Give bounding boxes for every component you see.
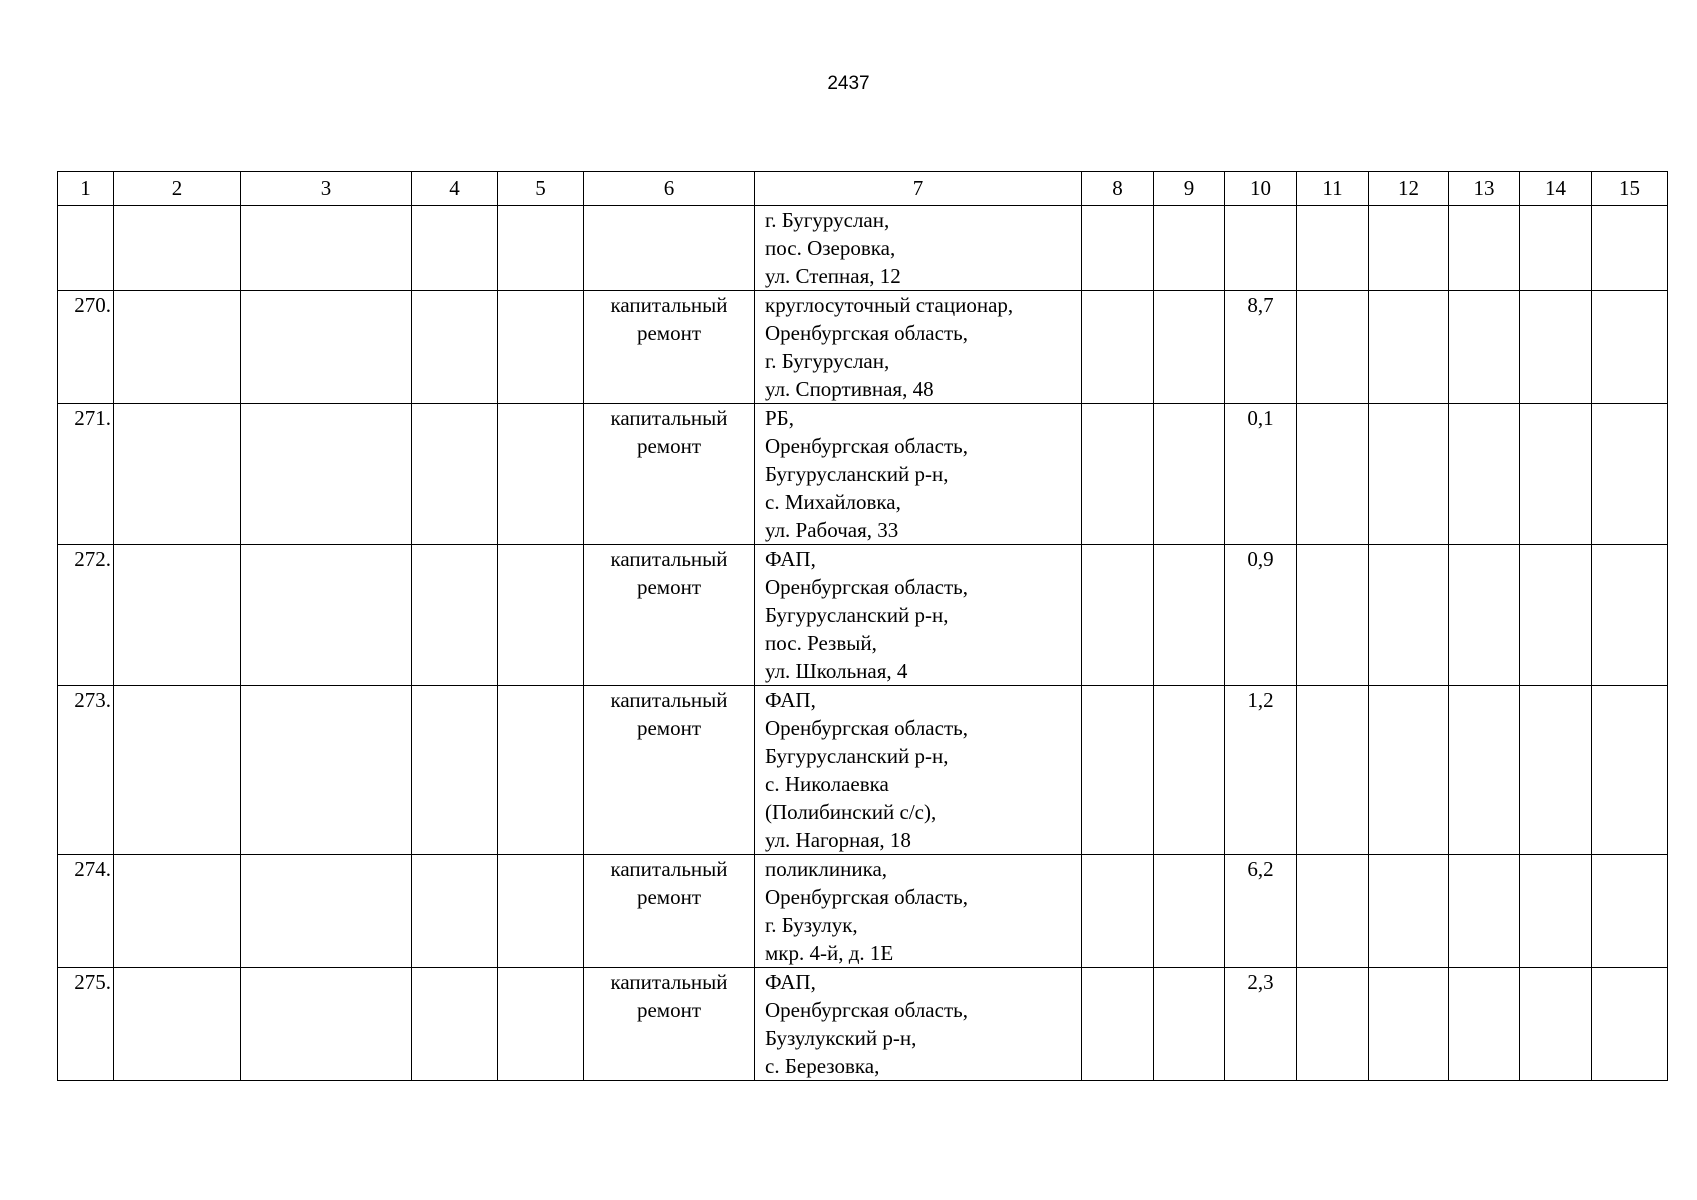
row-number-cell: 275.	[58, 968, 114, 1081]
work-type-line: ремонт	[636, 575, 702, 599]
empty-cell	[1520, 404, 1592, 545]
address-line: РБ,	[765, 406, 794, 430]
empty-cell	[1369, 855, 1449, 968]
empty-cell	[412, 968, 498, 1081]
address-line: ул. Школьная, 4	[765, 659, 908, 683]
empty-cell	[1154, 855, 1225, 968]
empty-cell	[1520, 545, 1592, 686]
column-header: 9	[1154, 172, 1225, 206]
address-line: пос. Озеровка,	[765, 236, 896, 260]
row-number-cell: 273.	[58, 686, 114, 855]
empty-cell	[1082, 291, 1154, 404]
empty-cell	[1520, 291, 1592, 404]
column-header: 12	[1369, 172, 1449, 206]
header-row	[58, 172, 1668, 206]
work-type-line: ремонт	[636, 998, 702, 1022]
empty-cell	[1154, 206, 1225, 291]
address-line: Оренбургская область,	[765, 716, 968, 740]
work-type-cell	[584, 545, 755, 686]
empty-cell	[1520, 686, 1592, 855]
empty-cell	[1297, 855, 1369, 968]
empty-cell	[1449, 968, 1520, 1081]
empty-cell	[412, 404, 498, 545]
address-line: Бугурусланский р-н,	[765, 462, 949, 486]
empty-cell	[498, 206, 584, 291]
empty-cell	[1297, 206, 1369, 291]
work-type-line: ремонт	[636, 321, 702, 345]
work-type-line: капитальный	[610, 293, 728, 317]
empty-cell	[498, 545, 584, 686]
object-address-cell	[755, 968, 1082, 1081]
empty-cell	[1082, 686, 1154, 855]
column-header: 8	[1082, 172, 1154, 206]
empty-cell	[1082, 404, 1154, 545]
value-cell: 8,7	[1225, 291, 1297, 404]
address-line: Оренбургская область,	[765, 321, 968, 345]
empty-cell	[1369, 404, 1449, 545]
table-row	[58, 686, 1668, 855]
table-row	[58, 291, 1668, 404]
address-line: Бузулукский р-н,	[765, 1026, 917, 1050]
empty-cell	[241, 686, 412, 855]
empty-cell	[241, 545, 412, 686]
empty-cell	[498, 855, 584, 968]
empty-cell	[498, 291, 584, 404]
object-address-cell	[755, 404, 1082, 545]
work-type-cell	[584, 686, 755, 855]
column-header: 4	[412, 172, 498, 206]
empty-cell	[1520, 968, 1592, 1081]
empty-cell	[412, 686, 498, 855]
row-number-cell: 274.	[58, 855, 114, 968]
work-type-line: ремонт	[636, 885, 702, 909]
empty-cell	[1592, 968, 1668, 1081]
column-header: 2	[114, 172, 241, 206]
empty-cell	[1082, 206, 1154, 291]
empty-cell	[412, 291, 498, 404]
empty-cell	[1592, 291, 1668, 404]
table-row	[58, 206, 1668, 291]
table-row	[58, 968, 1668, 1081]
address-line: Оренбургская область,	[765, 998, 968, 1022]
table-row	[58, 855, 1668, 968]
empty-cell	[1449, 206, 1520, 291]
column-header: 15	[1592, 172, 1668, 206]
empty-cell	[1082, 855, 1154, 968]
column-header: 14	[1520, 172, 1592, 206]
empty-cell	[1154, 404, 1225, 545]
empty-cell	[1154, 545, 1225, 686]
empty-cell	[1369, 206, 1449, 291]
work-type-line: капитальный	[610, 406, 728, 430]
empty-cell	[1297, 968, 1369, 1081]
empty-cell	[114, 206, 241, 291]
address-line: г. Бугуруслан,	[765, 349, 890, 373]
work-type-cell	[584, 855, 755, 968]
work-type-cell	[584, 291, 755, 404]
empty-cell	[498, 968, 584, 1081]
empty-cell	[241, 206, 412, 291]
empty-cell	[498, 404, 584, 545]
empty-cell	[114, 545, 241, 686]
address-line: ул. Спортивная, 48	[765, 377, 934, 401]
column-header: 11	[1297, 172, 1369, 206]
address-line: ФАП,	[765, 547, 816, 571]
work-type-line: капитальный	[610, 857, 728, 881]
empty-cell	[114, 686, 241, 855]
address-line: Оренбургская область,	[765, 434, 968, 458]
data-table	[57, 171, 1668, 1081]
value-cell: 0,1	[1225, 404, 1297, 545]
empty-cell	[114, 968, 241, 1081]
empty-cell	[1369, 545, 1449, 686]
address-line: Бугурусланский р-н,	[765, 603, 949, 627]
address-line: круглосуточный стационар,	[765, 293, 1014, 317]
column-header: 5	[498, 172, 584, 206]
object-address-cell	[755, 545, 1082, 686]
address-line: ул. Рабочая, 33	[765, 518, 899, 542]
column-header: 1	[58, 172, 114, 206]
page-number: 2437	[827, 73, 870, 94]
row-number-cell: 271.	[58, 404, 114, 545]
address-line: (Полибинский с/с),	[765, 800, 937, 824]
empty-cell	[498, 686, 584, 855]
row-number-cell: 270.	[58, 291, 114, 404]
empty-cell	[1449, 404, 1520, 545]
address-line: ул. Нагорная, 18	[765, 828, 911, 852]
value-cell: 1,2	[1225, 686, 1297, 855]
empty-cell	[1592, 855, 1668, 968]
empty-cell	[1154, 291, 1225, 404]
address-line: пос. Резвый,	[765, 631, 877, 655]
work-type-cell	[584, 404, 755, 545]
row-number-cell	[58, 206, 114, 291]
empty-cell	[1449, 545, 1520, 686]
table-row	[58, 404, 1668, 545]
object-address-cell	[755, 206, 1082, 291]
empty-cell	[114, 404, 241, 545]
address-line: ФАП,	[765, 970, 816, 994]
value-cell: 2,3	[1225, 968, 1297, 1081]
empty-cell	[1449, 291, 1520, 404]
value-cell: 0,9	[1225, 545, 1297, 686]
empty-cell	[1297, 686, 1369, 855]
empty-cell	[1154, 686, 1225, 855]
address-line: мкр. 4-й, д. 1Е	[765, 941, 894, 965]
address-line: с. Михайловка,	[765, 490, 901, 514]
value-cell: 6,2	[1225, 855, 1297, 968]
empty-cell	[412, 855, 498, 968]
empty-cell	[114, 291, 241, 404]
value-cell	[1225, 206, 1297, 291]
address-line: ул. Степная, 12	[765, 264, 901, 288]
object-address-cell	[755, 686, 1082, 855]
empty-cell	[1520, 855, 1592, 968]
empty-cell	[1297, 291, 1369, 404]
empty-cell	[1369, 968, 1449, 1081]
work-type-cell	[584, 968, 755, 1081]
work-type-line: ремонт	[636, 716, 702, 740]
work-type-cell	[584, 206, 755, 291]
column-header: 13	[1449, 172, 1520, 206]
work-type-line: ремонт	[636, 434, 702, 458]
work-type-line: капитальный	[610, 547, 728, 571]
empty-cell	[1449, 855, 1520, 968]
table-row	[58, 545, 1668, 686]
empty-cell	[412, 545, 498, 686]
empty-cell	[1082, 545, 1154, 686]
address-line: Оренбургская область,	[765, 575, 968, 599]
empty-cell	[1520, 206, 1592, 291]
work-type-line: капитальный	[610, 970, 728, 994]
empty-cell	[1592, 404, 1668, 545]
column-header: 6	[584, 172, 755, 206]
empty-cell	[241, 855, 412, 968]
empty-cell	[412, 206, 498, 291]
empty-cell	[1592, 206, 1668, 291]
object-address-cell	[755, 855, 1082, 968]
empty-cell	[1082, 968, 1154, 1081]
row-number-cell: 272.	[58, 545, 114, 686]
address-line: ФАП,	[765, 688, 816, 712]
column-header: 7	[755, 172, 1082, 206]
column-header: 10	[1225, 172, 1297, 206]
empty-cell	[1592, 545, 1668, 686]
empty-cell	[241, 404, 412, 545]
address-line: Оренбургская область,	[765, 885, 968, 909]
address-line: с. Березовка,	[765, 1054, 880, 1078]
empty-cell	[1369, 686, 1449, 855]
work-type-line: капитальный	[610, 688, 728, 712]
object-address-cell	[755, 291, 1082, 404]
empty-cell	[114, 855, 241, 968]
address-line: с. Николаевка	[765, 772, 889, 796]
address-line: г. Бугуруслан,	[765, 208, 890, 232]
empty-cell	[241, 968, 412, 1081]
empty-cell	[1297, 404, 1369, 545]
empty-cell	[1369, 291, 1449, 404]
empty-cell	[241, 291, 412, 404]
empty-cell	[1297, 545, 1369, 686]
address-line: г. Бузулук,	[765, 913, 858, 937]
column-header: 3	[241, 172, 412, 206]
empty-cell	[1592, 686, 1668, 855]
address-line: поликлиника,	[765, 857, 888, 881]
empty-cell	[1154, 968, 1225, 1081]
empty-cell	[1449, 686, 1520, 855]
address-line: Бугурусланский р-н,	[765, 744, 949, 768]
